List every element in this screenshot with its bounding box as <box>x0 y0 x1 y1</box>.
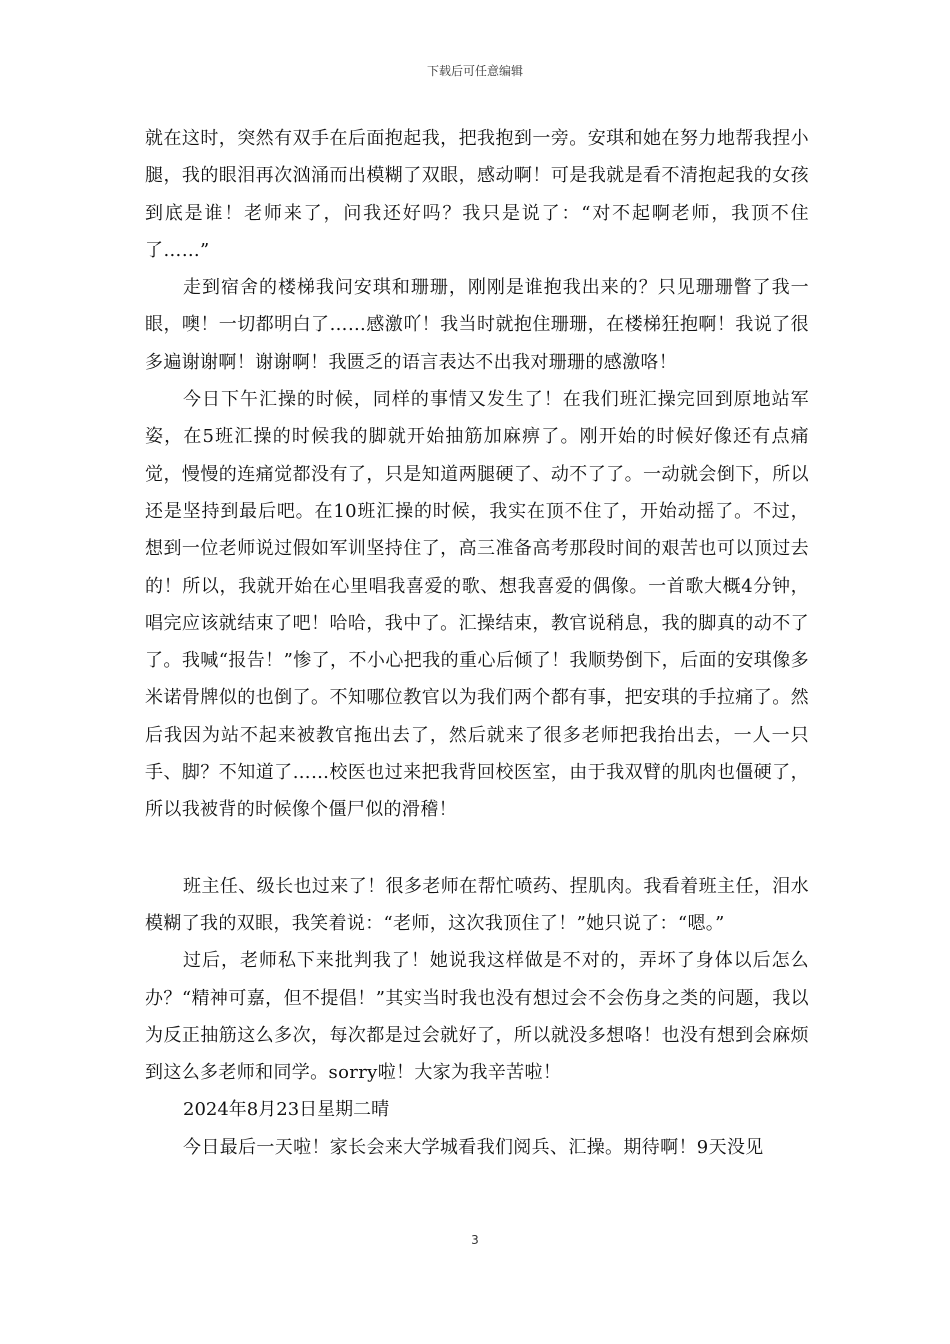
blank-line <box>145 829 809 868</box>
paragraph-2: 走到宿舍的楼梯我问安琪和珊珊，刚刚是谁抱我出来的？只见珊珊瞥了我一眼，噢！一切都明白了……感激吖！我当时就抱住珊珊，在楼梯狂抱啊！我说了很多遍谢谢啊！谢谢啊！我匮乏的语言表达不出我对珊珊的感激咯！ <box>145 277 809 373</box>
paragraph-3: 今日下午汇操的时候，同样的事情又发生了！在我们班汇操完回到原地站军姿，在5班汇操的时候我的脚就开始抽筋加麻痹了。刚开始的时候好像还有点痛觉，慢慢的连痛觉都没有了，只是知道两腿硬了、动不了了。一动就会倒下，所以还是坚持到最后吧。在10班汇操的时候，我实在顶不住了，开始动摇了。不过，想到一位老师说过假如军训坚持住了，高三准备高考那段时间的艰苦也可以顶过去的！所以，我就开始在心里唱我喜爱的歌、想我喜爱的偶像。一首歌大概4分钟，唱完应该就结束了吧！哈哈，我中了。汇操结束，教官说稍息，我的脚真的动不了了。我喊“报告！”惨了，不小心把我的重心后倾了！我顺势倒下，后面的安琪像多米诺骨牌似的也倒了。不知哪位教官以为我们两个都有事，把安琪的手拉痛了。然后我因为站不起来被教官拖出去了，然后就来了很多老师把我抬出去，一人一只手、脚？不知道了……校医也过来把我背回校医室，由于我双臂的肌肉也僵硬了，所以我被背的时候像个僵尸似的滑稽！ <box>145 389 809 821</box>
paragraph-1: 就在这时，突然有双手在后面抱起我，把我抱到一旁。安琪和她在努力地帮我捏小腿，我的眼泪再次汹涌而出模糊了双眼，感动啊！可是我就是看不清抱起我的女孩到底是谁！老师来了，问我还好吗？我只是说了：“对不起啊老师，我顶不住了……” <box>145 128 809 261</box>
paragraph-6: 今日最后一天啦！家长会来大学城看我们阅兵、汇操。期待啊！9天没见 <box>183 1136 764 1158</box>
paragraph-4: 班主任、级长也过来了！很多老师在帮忙喷药、捏肌肉。我看着班主任，泪水模糊了我的双眼，我笑着说：“老师，这次我顶住了！”她只说了：“嗯。” <box>145 875 809 934</box>
page-number: 3 <box>471 1233 479 1247</box>
diary-date: 2024年8月23日星期二晴 <box>183 1099 390 1121</box>
paragraph-5: 过后，老师私下来批判我了！她说我这样做是不对的，弄坏了身体以后怎么办？“精神可嘉，但不提倡！”其实当时我也没有想过会不会伤身之类的问题，我以为反正抽筋这么多次，每次都是过会就好了，所以就没多想咯！也没有想到会麻烦到这么多老师和同学。sorry啦！大家为我辛苦啦！ <box>145 950 809 1084</box>
document-body <box>145 120 809 1166</box>
page-header: 下载后可任意编辑 <box>426 64 523 78</box>
